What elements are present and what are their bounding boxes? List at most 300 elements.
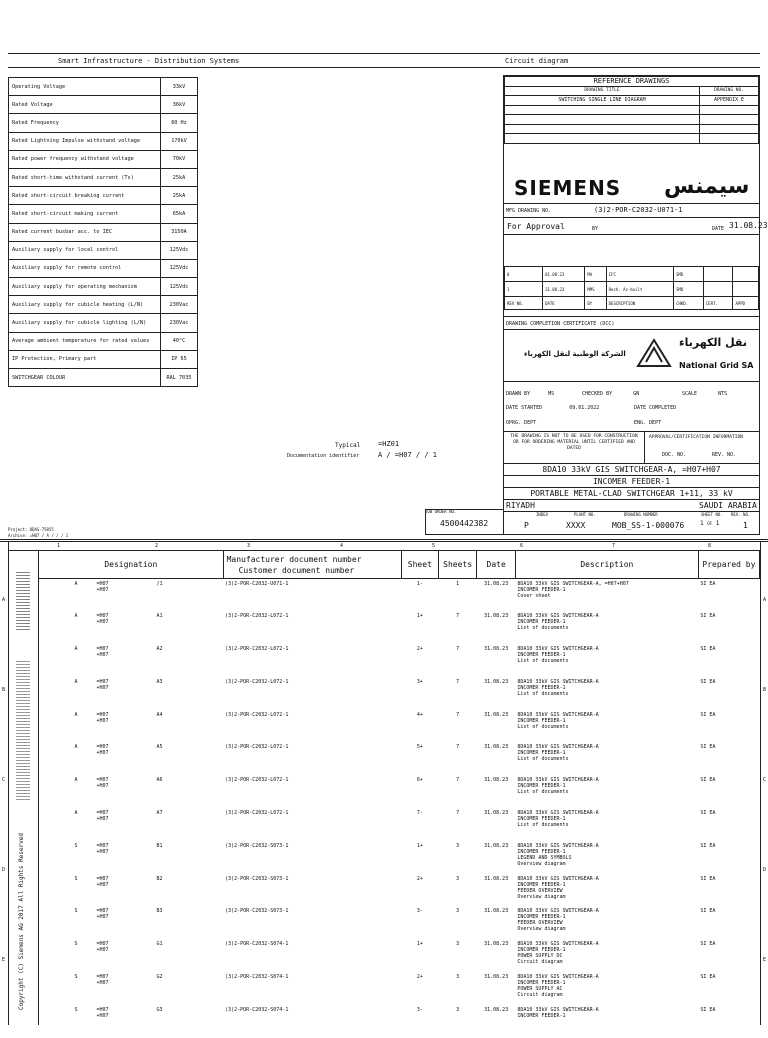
- rating-value: IP 65: [161, 350, 198, 368]
- description: 8DA10 33kV GIS SWITCHGEAR-A INCOMER FEEDER-1 LEGEND AND SYMBOLS Overview diagram: [517, 842, 599, 867]
- document-number: (3)2-POR-C2032-S074-1: [225, 941, 289, 948]
- description: 8DA10 33kV GIS SWITCHGEAR-A INCOMER FEEDER-1 List of documents: [517, 613, 599, 632]
- designation-c: B2: [156, 875, 163, 882]
- date: 31.08.23: [484, 1006, 509, 1013]
- of-label: OF: [707, 521, 713, 526]
- date: 31.08.23: [484, 842, 509, 849]
- table-row: [39, 841, 760, 874]
- rev-value: 1: [743, 521, 748, 530]
- description: 8DA10 33kV GIS SWITCHGEAR-A INCOMER FEEDER-1 List of documents: [517, 810, 599, 829]
- index-value: P: [524, 521, 529, 530]
- mfg-label: MFG DRAWING NO.: [506, 208, 552, 214]
- reference-drawings: [504, 76, 759, 144]
- rating-label: Rated current busbar acc. to IEC: [9, 223, 161, 241]
- revision-cell: [703, 282, 733, 297]
- table-row: [39, 906, 760, 939]
- sheet: 1+: [416, 941, 423, 948]
- date: 31.08.23: [484, 646, 509, 653]
- designation-a: S: [74, 842, 78, 849]
- designation-cell: [39, 939, 224, 972]
- designation-a: S: [74, 1006, 78, 1013]
- column-number: 1: [57, 543, 61, 549]
- table-row: [39, 710, 760, 743]
- prepared-by: SI EA: [700, 842, 716, 849]
- revision-cell: MA: [585, 267, 606, 282]
- table-row: [39, 939, 760, 972]
- date: 31.08.23: [484, 941, 509, 948]
- rating-value: 230Vac: [161, 314, 198, 332]
- designation-c: /1: [156, 581, 163, 587]
- description: 8DA10 33kV GIS SWITCHGEAR-A INCOMER FEEDER-1 FEEDER OVERVIEW Overview diagram: [517, 875, 599, 900]
- rating-label: Rated Lightning Impulse withstand voltage: [9, 132, 161, 150]
- sheets: 3: [456, 908, 460, 915]
- revision-header-cell: DATE: [543, 297, 585, 310]
- designation-a: S: [74, 875, 78, 882]
- revision-cell: 01.08.23: [543, 267, 585, 282]
- rating-value: 125Vdc: [161, 241, 198, 259]
- designation-b: =H07 +H07: [96, 842, 109, 855]
- index-label: INDEX: [536, 512, 549, 517]
- rating-value: 33kV: [161, 78, 198, 96]
- ref-col-no: DRAWING NO.: [700, 86, 759, 96]
- revision-header: [505, 297, 759, 310]
- copyright: Copyright (C) Siemens AG 2017 All Rights Reserved: [18, 832, 25, 1010]
- date: 31.08.23: [484, 974, 509, 981]
- row-letter: B: [763, 687, 767, 693]
- prepared-by: SI EA: [700, 941, 716, 948]
- prepared-by: SI EA: [700, 777, 716, 784]
- national-grid-logo-icon: [634, 336, 674, 370]
- sheet: 3-: [416, 1006, 423, 1013]
- rating-value: 230Vac: [161, 296, 198, 314]
- rating-row: [9, 241, 198, 259]
- revision-cell: SMD: [674, 267, 704, 282]
- revision-header-cell: CHKD.: [674, 297, 704, 310]
- designation-a: A: [74, 646, 78, 653]
- national-grid-arabic: نقل الكهرباء: [679, 336, 747, 349]
- sheet: 6+: [416, 777, 423, 784]
- sheet: 1-: [416, 581, 423, 587]
- col-sheet: Sheet: [402, 551, 439, 579]
- revision-table: [504, 266, 759, 310]
- row-letter: C: [763, 777, 767, 783]
- row-letter: A: [763, 597, 767, 603]
- designation-b: =H07 +H07: [96, 744, 109, 757]
- designation-cell: [39, 644, 224, 677]
- revision-header-cell: APPD: [733, 297, 759, 310]
- row-letter: E: [763, 957, 767, 963]
- revision-cell: IFC: [606, 267, 673, 282]
- revision-header-cell: BY: [585, 297, 606, 310]
- country: SAUDI ARABIA: [699, 501, 757, 510]
- rating-value: 65kA: [161, 205, 198, 223]
- document-number: (3)2-POR-C2032-L072-1: [225, 744, 289, 751]
- rating-row: [9, 150, 198, 168]
- rating-row: [9, 369, 198, 387]
- table-row: [39, 677, 760, 710]
- rating-row: [9, 278, 198, 296]
- designation-c: B1: [156, 842, 163, 849]
- sheets: 3: [456, 941, 460, 948]
- col-document-number: [223, 551, 401, 579]
- designation-b: =H07 +H07: [96, 581, 109, 593]
- revision-row: [505, 282, 759, 297]
- document-number: (3)2-POR-C2032-S073-1: [225, 842, 289, 849]
- sheets: 1: [456, 581, 460, 587]
- approval-info-label: APPROVAL/CERTIFICATION INFORMATION: [649, 435, 744, 440]
- doc-identifier-label: Documentation identifier: [287, 453, 360, 459]
- sheets: 7: [456, 711, 460, 718]
- designation-c: A4: [156, 711, 163, 718]
- revision-cell: Rech. As-built: [606, 282, 673, 297]
- date: 31.08.23: [484, 810, 509, 817]
- date: 31.08.23: [484, 908, 509, 915]
- drawing-number-label: DRAWING NUMBER: [624, 512, 658, 517]
- sheets: 3: [456, 1006, 460, 1013]
- designation-cell: [39, 906, 224, 939]
- rating-row: [9, 332, 198, 350]
- designation-a: A: [74, 744, 78, 751]
- sheets: 3: [456, 974, 460, 981]
- date: 31.08.23: [484, 777, 509, 784]
- ref-col-title: DRAWING TITLE: [505, 86, 700, 96]
- designation-a: S: [74, 908, 78, 915]
- dcc-label: DRAWING COMPLETION CERTIFICATE (DCC): [506, 321, 615, 327]
- designation-c: A5: [156, 744, 163, 751]
- project-note: Project: 8DAS-75055: [8, 527, 54, 532]
- document-number: (3)2-POR-C2032-L072-1: [225, 777, 289, 784]
- col-date: Date: [477, 551, 515, 579]
- designation-cell: [39, 841, 224, 874]
- table-row: [39, 611, 760, 644]
- revision-header-cell: CERT.: [703, 297, 733, 310]
- date-started-label: DATE STARTED: [506, 405, 543, 411]
- sheet: 3+: [416, 678, 423, 685]
- revision-cell: 1: [505, 282, 543, 297]
- prepared-by: SI EA: [700, 581, 716, 587]
- designation-a: A: [74, 810, 78, 817]
- rating-label: Rated power frequency withstand voltage: [9, 150, 161, 168]
- table-row: [39, 874, 760, 907]
- typical-label: Typical: [335, 442, 361, 449]
- archive-note: Archive: =H07 / A / / / 1: [8, 533, 69, 538]
- designation-c: B3: [156, 908, 163, 915]
- designation-b: =H07 +H07: [96, 875, 109, 888]
- national-grid-name: National Grid SA: [679, 361, 754, 370]
- sheet-label: SHEET NO.: [701, 512, 723, 517]
- sheets: 3: [456, 842, 460, 849]
- row-letter: D: [2, 867, 6, 873]
- revision-cell: MMS: [585, 282, 606, 297]
- prepared-by: SI EA: [700, 711, 716, 718]
- approval-status: For Approval: [507, 222, 565, 231]
- rating-value: 170kV: [161, 132, 198, 150]
- prepared-by: SI EA: [700, 646, 716, 653]
- column-number: 4: [340, 543, 344, 549]
- sheet: 2+: [416, 974, 423, 981]
- left-margin-strip: [8, 550, 39, 1025]
- checked-by-label: CHECKED BY: [582, 391, 613, 397]
- date-started: 09.01.2022: [569, 405, 600, 411]
- document-type: Circuit diagram: [505, 57, 569, 65]
- row-letter: B: [2, 687, 6, 693]
- designation-a: A: [74, 581, 78, 587]
- designation-c: A6: [156, 777, 163, 784]
- title-line-1: 8DA10 33kV GIS SWITCHGEAR-A, =H07+H07: [542, 465, 721, 474]
- revision-cell: [703, 267, 733, 282]
- designation-a: A: [74, 678, 78, 685]
- document-list-sheet: [0, 541, 768, 1025]
- doc-identifier-value: A / =H07 / / 1: [378, 451, 438, 459]
- prepared-by: SI EA: [700, 613, 716, 620]
- designation-b: =H07 +H07: [96, 810, 109, 823]
- table-row: [39, 775, 760, 808]
- date: 31.08.23: [484, 581, 509, 587]
- oprg-dept-label: OPRG. DEPT: [506, 420, 537, 426]
- sheets: 7: [456, 810, 460, 817]
- rating-row: [9, 187, 198, 205]
- prepared-by: SI EA: [700, 744, 716, 751]
- rating-row: [9, 314, 198, 332]
- rating-label: SWITCHGEAR COLOUR: [9, 369, 161, 387]
- date: 31.08.23: [484, 744, 509, 751]
- scale-label: SCALE: [682, 391, 698, 397]
- sheet: 3-: [416, 908, 423, 915]
- sheet: 4+: [416, 711, 423, 718]
- title-line-2: INCOMER FEEDER-1: [592, 477, 671, 486]
- revision-cell: SMD: [674, 282, 704, 297]
- description: 8DA10 33kV GIS SWITCHGEAR-A, =H07+H07 INCOMER FEEDER-1 Cover sheet: [517, 581, 629, 599]
- ref-row-title: SWITCHING SINGLE LINE DIAGRAM: [505, 96, 700, 106]
- prepared-by: SI EA: [700, 908, 716, 915]
- rating-label: Auxiliary supply for remote control: [9, 259, 161, 277]
- rating-row: [9, 168, 198, 186]
- col-customer-doc: Customer document number: [238, 565, 355, 575]
- designation-cell: [39, 972, 224, 1005]
- designation-a: S: [74, 974, 78, 981]
- designation-c: G3: [156, 1006, 163, 1013]
- rating-row: [9, 114, 198, 132]
- designation-cell: [39, 677, 224, 710]
- description: 8DA10 33kV GIS SWITCHGEAR-A INCOMER FEEDER-1 List of documents: [517, 711, 599, 730]
- rating-label: Rated short-circuit making current: [9, 205, 161, 223]
- city: RIYADH: [506, 501, 535, 510]
- date: 31.08.23: [484, 613, 509, 620]
- description: 8DA10 33kV GIS SWITCHGEAR-A INCOMER FEEDER-1 List of documents: [517, 744, 599, 763]
- rating-label: Rated Voltage: [9, 96, 161, 114]
- rating-row: [9, 350, 198, 368]
- revision-cell: 0: [505, 267, 543, 282]
- national-grid-arabic-2: الشركة الوطنية لنقل الكهرباء: [524, 350, 626, 358]
- row-letter: E: [2, 957, 6, 963]
- rating-value: 70kV: [161, 150, 198, 168]
- job-order-label: JOB ORDER NO.: [425, 509, 457, 514]
- rev-label: REV. NO.: [731, 512, 751, 517]
- row-letter: D: [763, 867, 767, 873]
- row-letter: A: [2, 597, 6, 603]
- doc-no-label: DOC. NO.: [662, 452, 687, 458]
- designation-b: =H07 +H07: [96, 678, 109, 691]
- rating-label: Auxiliary supply for local control: [9, 241, 161, 259]
- col-manufacturer-doc: Manufacturer document number: [226, 554, 362, 564]
- column-number: 6: [520, 543, 524, 549]
- revision-cell: [733, 267, 759, 282]
- document-number: (3)2-POR-C2032-S073-1: [225, 875, 289, 882]
- sheets: 3: [456, 875, 460, 882]
- typical-value: =HZ01: [378, 440, 400, 448]
- rating-value: 60 Hz: [161, 114, 198, 132]
- col-prepared-by: Prepared by: [698, 551, 759, 579]
- stamp-block: [16, 570, 30, 630]
- document-number: (3)2-POR-C2032-L072-1: [225, 613, 289, 620]
- prepared-by: SI EA: [700, 810, 716, 817]
- sheets-total: 1: [715, 520, 720, 527]
- designation-a: A: [74, 613, 78, 620]
- rating-value: 25kA: [161, 168, 198, 186]
- table-row: [39, 972, 760, 1005]
- date: 31.08.23: [484, 711, 509, 718]
- description: 8DA10 33kV GIS SWITCHGEAR-A INCOMER FEEDER-1 List of documents: [517, 678, 599, 697]
- rating-row: [9, 78, 198, 96]
- date: 31.08.23: [484, 875, 509, 882]
- checked-by: GN: [633, 391, 640, 397]
- title-line-3: PORTABLE METAL-CLAD SWITCHGEAR 1+11, 33 kV: [530, 489, 733, 498]
- designation-b: =H07 +H07: [96, 974, 109, 987]
- rating-value: 125Vdc: [161, 278, 198, 296]
- document-number: (3)2-POR-C2032-L072-1: [225, 678, 289, 685]
- rating-row: [9, 296, 198, 314]
- rating-label: Rated short-circuit breaking current: [9, 187, 161, 205]
- mfg-drawing-no: (3)2-POR-C2032-U071-1: [594, 206, 683, 214]
- sheet: 1+: [416, 842, 423, 849]
- designation-b: =H07 +H07: [96, 1006, 109, 1019]
- column-number: 7: [612, 543, 616, 549]
- document-list-table: [38, 550, 760, 1038]
- column-number: 5: [432, 543, 436, 549]
- siemens-logo-arabic: سيمنس: [664, 174, 750, 199]
- rating-label: IP Protection, Primary part: [9, 350, 161, 368]
- table-row: [39, 1005, 760, 1038]
- col-sheets: Sheets: [438, 551, 477, 579]
- designation-c: A3: [156, 678, 163, 685]
- revision-strip: [16, 660, 30, 800]
- rating-value: 125Vdc: [161, 259, 198, 277]
- rating-value: 36kV: [161, 96, 198, 114]
- sheet-number: 1: [700, 520, 704, 527]
- drawn-by-label: DRAWN BY: [506, 391, 531, 397]
- by-label: BY: [592, 226, 599, 232]
- column-number: 8: [708, 543, 712, 549]
- job-order-number: 4500442382: [440, 519, 489, 528]
- revision-header-cell: DESCRIPTION: [606, 297, 673, 310]
- eng-dept-label: ENG. DEPT: [634, 420, 662, 426]
- description: 8DA10 33kV GIS SWITCHGEAR-A INCOMER FEEDER-1 List of documents: [517, 646, 599, 665]
- plant-label: PLANT NO.: [574, 512, 596, 517]
- designation-cell: [39, 808, 224, 841]
- designation-a: A: [74, 711, 78, 718]
- revision-row: [505, 267, 759, 282]
- document-number: (3)2-POR-C2032-S074-1: [225, 974, 289, 981]
- col-designation: Designation: [39, 551, 224, 579]
- designation-cell: [39, 742, 224, 775]
- designation-a: A: [74, 777, 78, 784]
- rating-label: Average ambient temperature for rated values: [9, 332, 161, 350]
- rating-label: Rated Frequency: [9, 114, 161, 132]
- designation-cell: [39, 710, 224, 743]
- col-description: Description: [515, 551, 698, 579]
- table-row: [39, 644, 760, 677]
- document-number: (3)2-POR-C2032-S073-1: [225, 908, 289, 915]
- ref-row-no: APPENDIX E: [700, 96, 759, 106]
- rating-value: 25kA: [161, 187, 198, 205]
- prepared-by: SI EA: [700, 974, 716, 981]
- ref-title: REFERENCE DRAWINGS: [505, 77, 759, 87]
- row-letters-right: [760, 542, 768, 1025]
- revision-cell: 31.08.23: [543, 282, 585, 297]
- prepared-by: SI EA: [700, 678, 716, 685]
- row-letter: C: [2, 777, 6, 783]
- rating-row: [9, 96, 198, 114]
- designation-c: A2: [156, 646, 163, 653]
- sheets: 7: [456, 613, 460, 620]
- rating-value: 40°C: [161, 332, 198, 350]
- sheet: 5+: [416, 744, 423, 751]
- prepared-by: SI EA: [700, 875, 716, 882]
- designation-cell: [39, 579, 224, 612]
- designation-a: S: [74, 941, 78, 948]
- column-number: 2: [155, 543, 159, 549]
- rev-no-label: REV. NO.: [712, 452, 737, 458]
- description: 8DA10 33kV GIS SWITCHGEAR-A INCOMER FEEDER-1 POWER SUPPLY DC Circuit diagram: [517, 941, 599, 966]
- description: 8DA10 33kV GIS SWITCHGEAR-A INCOMER FEEDER-1 POWER SUPPLY AC Circuit diagram: [517, 974, 599, 999]
- drawing-number: MOB_SS-1-000076: [612, 521, 685, 530]
- construction-note: THE DRAWING IS NOT TO BE USED FOR CONSTRUCTION OR FOR ORDERING MATERIAL UNTIL CERTIFIED AND DATED: [510, 434, 638, 451]
- rating-label: Auxiliary supply for cubicle heating (L/N): [9, 296, 161, 314]
- description: 8DA10 33kV GIS SWITCHGEAR-A INCOMER FEEDER-1 List of documents: [517, 777, 599, 796]
- designation-b: =H07 +H07: [96, 908, 109, 921]
- designation-c: A1: [156, 613, 163, 620]
- rating-value: RAL 7035: [161, 369, 198, 387]
- table-row: [39, 579, 760, 612]
- rating-row: [9, 132, 198, 150]
- designation-b: =H07 +H07: [96, 613, 109, 626]
- table-row: [39, 808, 760, 841]
- document-number: (3)2-POR-C2032-L072-1: [225, 810, 289, 817]
- rating-row: [9, 205, 198, 223]
- siemens-logo: SIEMENS: [514, 176, 622, 200]
- drawn-by: MS: [548, 391, 555, 397]
- revision-header-cell: REV NO.: [505, 297, 543, 310]
- designation-b: =H07 +H07: [96, 711, 109, 724]
- scale-value: NTS: [718, 391, 728, 397]
- sheet: 2+: [416, 875, 423, 882]
- designation-c: A7: [156, 810, 163, 817]
- date-label: DATE: [712, 226, 725, 232]
- rating-row: [9, 223, 198, 241]
- approval-date: 31.08.23: [729, 221, 768, 230]
- date: 31.08.23: [484, 678, 509, 685]
- designation-b: =H07 +H07: [96, 777, 109, 790]
- sheet: 7-: [416, 810, 423, 817]
- document-number: (3)2-POR-C2032-S074-1: [225, 1006, 289, 1013]
- plant-value: XXXX: [566, 521, 586, 530]
- designation-cell: [39, 775, 224, 808]
- revision-cell: [733, 282, 759, 297]
- rating-row: [9, 259, 198, 277]
- description: 8DA10 33kV GIS SWITCHGEAR-A INCOMER FEEDER-1: [517, 1006, 599, 1019]
- designation-cell: [39, 611, 224, 644]
- designation-c: G2: [156, 974, 163, 981]
